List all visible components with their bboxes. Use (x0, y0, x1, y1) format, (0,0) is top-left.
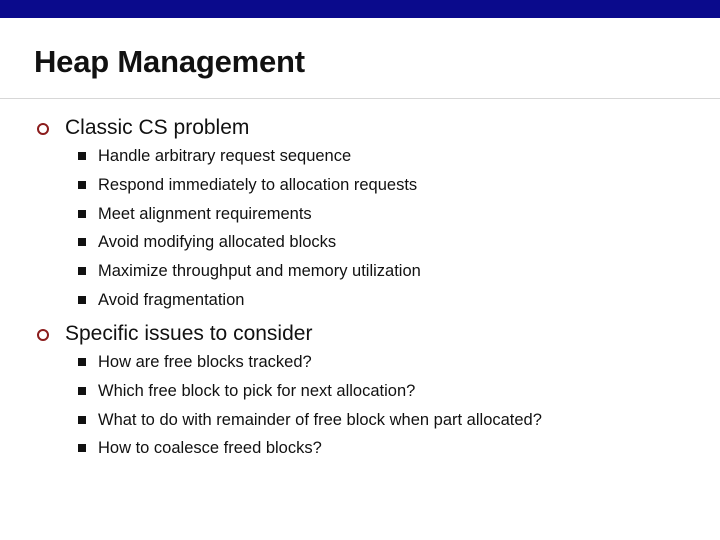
list-item-text: Meet alignment requirements (98, 204, 312, 223)
title-divider (0, 98, 720, 99)
list-item-text: How to coalesce freed blocks? (98, 439, 322, 458)
list-item-text: What to do with remainder of free block when part allocated? (98, 410, 542, 429)
square-bullet-icon (78, 387, 86, 395)
level1-item (0, 115, 720, 145)
list-item-text: How are free blocks tracked? (98, 353, 312, 371)
section-heading: Specific issues to consider (65, 322, 313, 345)
list-item-text: Which free block to pick for next allocation? (98, 381, 416, 400)
square-bullet-icon (78, 296, 86, 304)
square-bullet-icon (78, 181, 86, 189)
square-bullet-icon (78, 267, 86, 275)
list-item (0, 437, 720, 466)
list-item (0, 351, 720, 380)
list-item (0, 289, 720, 318)
list-item-text: Avoid modifying allocated blocks (98, 233, 337, 252)
list-item-text: Maximize throughput and memory utilization (98, 262, 421, 281)
list-item-text: Handle arbitrary request sequence (98, 147, 352, 165)
slide-title: Heap Management (34, 44, 305, 79)
square-bullet-icon (78, 416, 86, 424)
list-item (0, 145, 720, 174)
circle-bullet-icon (37, 123, 49, 135)
square-bullet-icon (78, 358, 86, 366)
list-item-text: Respond immediately to allocation requests (98, 175, 418, 194)
section-heading: Classic CS problem (65, 116, 250, 139)
list-item (0, 260, 720, 289)
list-item (0, 174, 720, 203)
list-item (0, 409, 720, 438)
square-bullet-icon (78, 444, 86, 452)
section-specific-issues (0, 321, 720, 466)
level1-item (0, 321, 720, 351)
section-classic-cs-problem (0, 115, 720, 318)
square-bullet-icon (78, 152, 86, 160)
list-item (0, 231, 720, 260)
list-item-text: Avoid fragmentation (98, 290, 245, 309)
square-bullet-icon (78, 238, 86, 246)
list-item (0, 380, 720, 409)
square-bullet-icon (78, 210, 86, 218)
top-banner (0, 0, 720, 18)
circle-bullet-icon (37, 329, 49, 341)
list-item (0, 203, 720, 232)
